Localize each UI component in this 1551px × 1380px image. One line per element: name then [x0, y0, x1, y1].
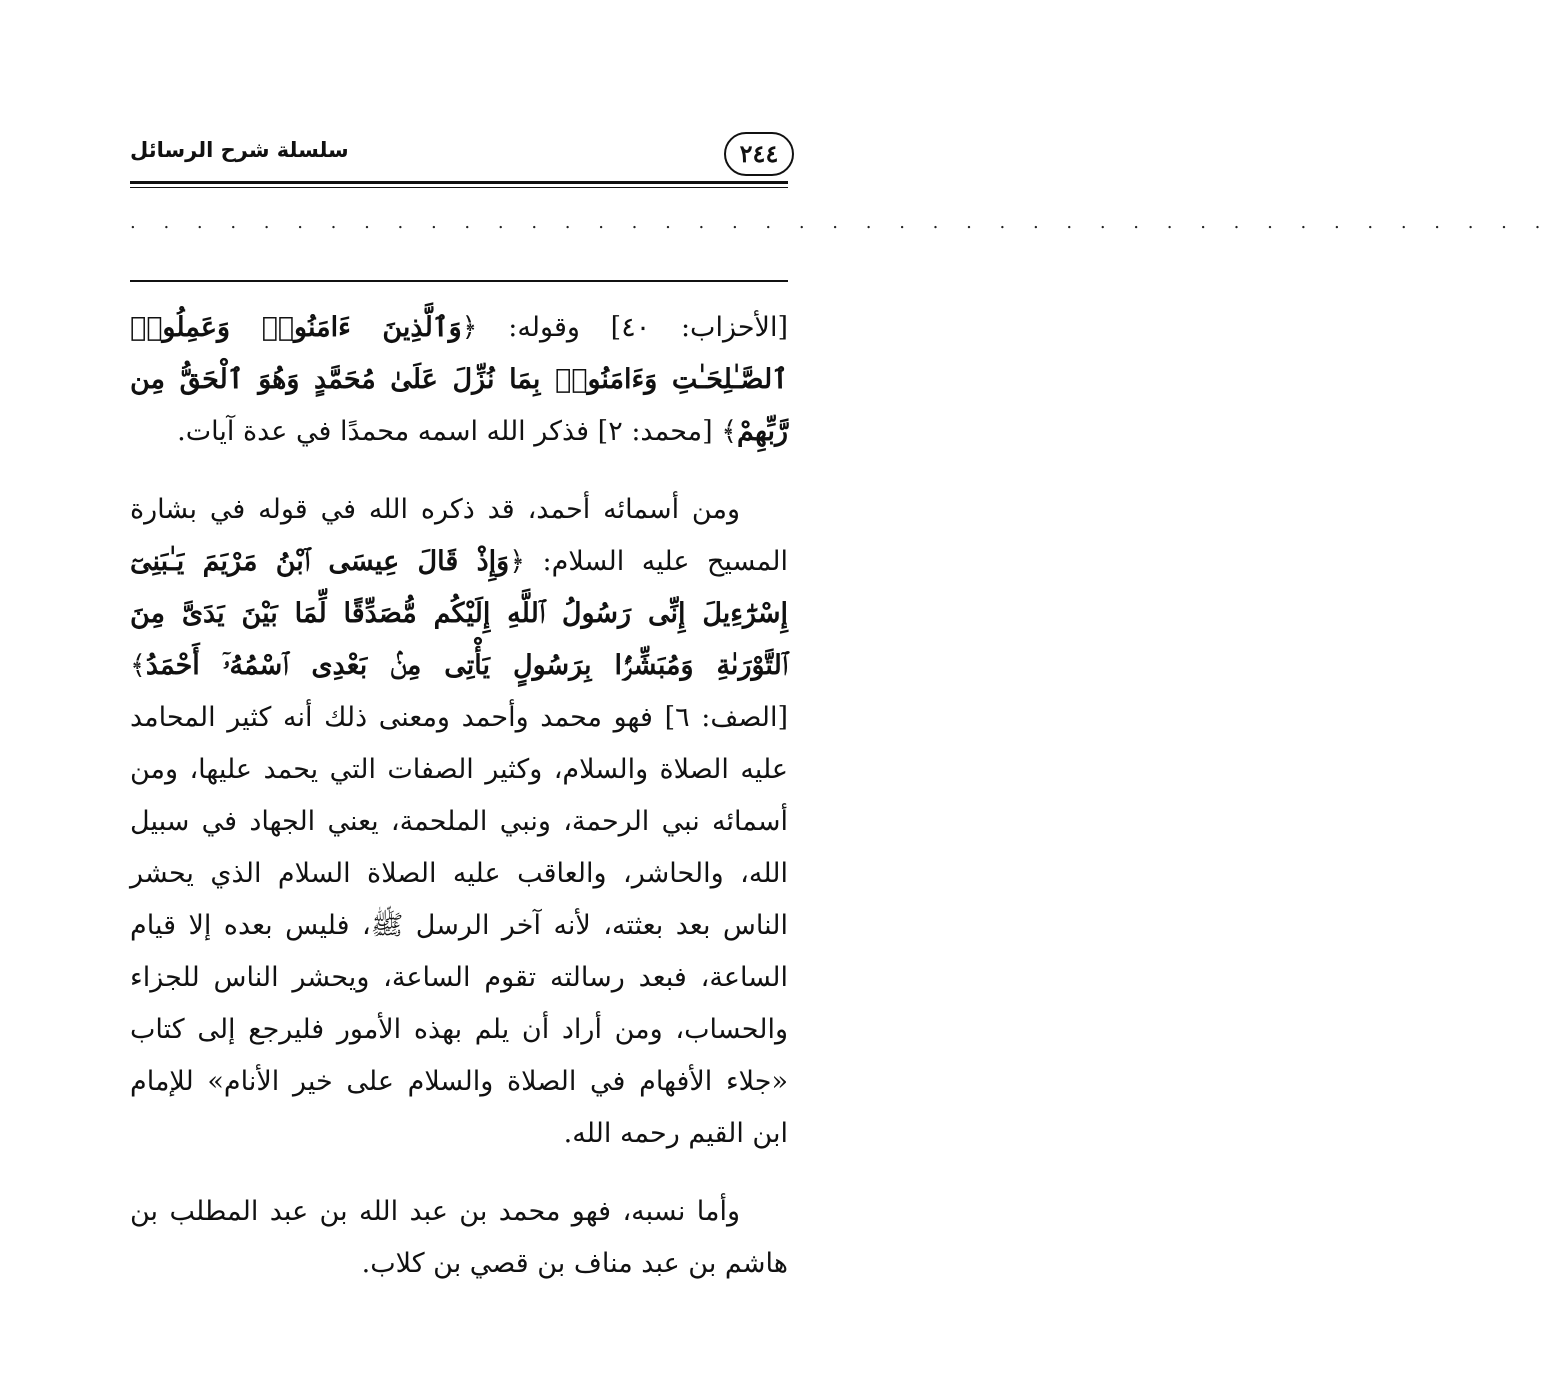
paragraph-1-text: [محمد: ٢] فذكر الله اسمه محمدًا في عدة آيات. — [177, 416, 722, 447]
header-rule-thick — [130, 181, 788, 184]
verse-open-brace: ﴿ — [509, 546, 526, 577]
reference-ahzab: [الأحزاب: ٤٠] وقوله: — [477, 312, 788, 343]
header-rule-thin — [130, 187, 788, 188]
verse-close-brace: ﴾ — [130, 650, 146, 681]
dotted-line: . . . . . . . . . . . . . . . . . . . . . . . . . . . . . . . . . . . . . . . . . . . — [130, 212, 1551, 233]
paragraph-3 — [130, 1186, 788, 1290]
paragraph-2-intro: ومن أسمائه أحمد، قد ذكره الله في قوله في بشارة المسيح عليه السلام: — [130, 494, 788, 577]
section-separator — [130, 280, 788, 282]
quran-verse-muhammad: وَٱلَّذِينَ ءَامَنُوا۟ وَعَمِلُوا۟ ٱلصَّـٰلِحَـٰتِ وَءَامَنُوا۟ بِمَا نُزِّلَ عَلَىٰ مُحَمَّدٍ وَهُوَ ٱلْحَقُّ مِن رَّبِّهِمْ — [130, 312, 788, 447]
paragraph-3-text: وأما نسبه، فهو محمد بن عبد الله بن عبد المطلب بن هاشم بن عبد مناف بن قصي بن كلاب. — [130, 1196, 788, 1279]
page-body — [130, 302, 788, 1316]
paragraph-2 — [130, 484, 788, 1160]
verse-open-brace: ﴿ — [461, 312, 478, 343]
series-title: سلسلة شرح الرسائل — [130, 138, 349, 162]
quran-verse-saff: وَإِذْ قَالَ عِيسَى ٱبْنُ مَرْيَمَ يَـٰبَنِىٓ إِسْرَٰٓءِيلَ إِنِّى رَسُولُ ٱللَّهِ إِلَيْكُم مُّصَدِّقًا لِّمَا بَيْنَ يَدَىَّ مِنَ ٱلتَّوْرَىٰةِ وَمُبَشِّرًۢا بِرَسُولٍ يَأْتِى مِنۢ بَعْدِى ٱسْمُهُۥٓ أَحْمَدُ — [130, 546, 788, 681]
page-number: ٢٤٤ — [724, 132, 794, 176]
paragraph-1 — [130, 302, 788, 458]
paragraph-2-text: [الصف: ٦] فهو محمد وأحمد ومعنى ذلك أنه كثير المحامد عليه الصلاة والسلام، وكثير الصفات التي يحمد عليها، ومن أسمائه نبي الرحمة، ونبي الملحمة، يعني الجهاد في سبيل الله، والحاشر، والعاقب عليه الصلاة السلام الذي يحشر الناس بعد بعثته، لأنه آخر الرسل ﷺ، فليس بعده إلا قيام الساعة، فبعد رسالته تقوم الساعة، ويحشر الناس للجزاء والحساب، ومن أراد أن يلم بهذه الأمور فليرجع إلى كتاب «جلاء الأفهام في الصلاة والسلام على خير الأنام» للإمام ابن القيم رحمه الله. — [130, 702, 789, 1149]
verse-close-brace: ﴾ — [721, 416, 738, 447]
page-header — [130, 130, 788, 178]
